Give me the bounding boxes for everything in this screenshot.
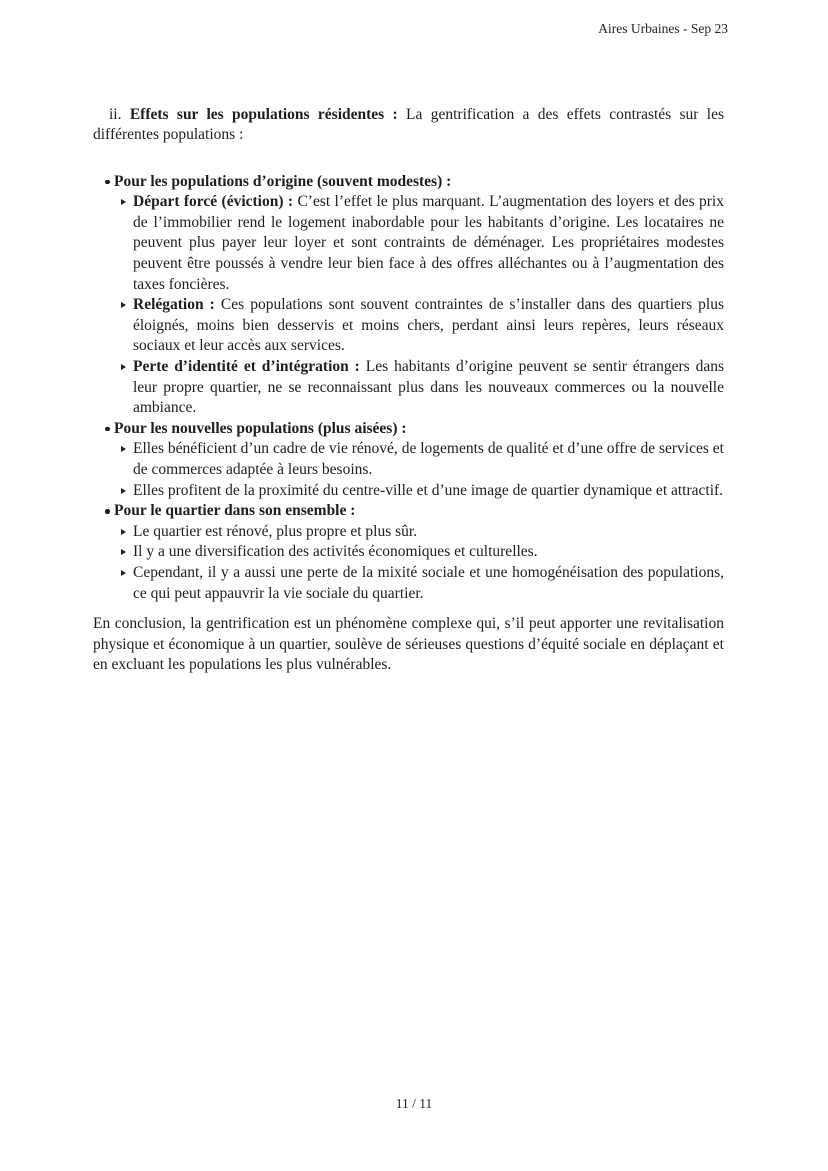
intro-text: La gentrification a des effets contrastés sur les différentes populations :: [93, 105, 725, 144]
list-item-level2: [93, 481, 724, 502]
list-item-level2: [93, 563, 724, 604]
list-item-level2: [93, 522, 724, 543]
intro-paragraph: [93, 105, 724, 146]
list-item-level2: [93, 357, 724, 419]
triangle-bullet-icon: [121, 549, 126, 555]
list-item-bold: Perte d’identité et d’intégration :: [133, 358, 360, 376]
page-content: [93, 89, 724, 691]
triangle-bullet-icon: [121, 529, 126, 535]
triangle-bullet-icon: [121, 446, 126, 452]
list-item-level2: [93, 295, 724, 357]
list-item-level1: [93, 172, 724, 193]
list-item-text: Il y a une diversification des activités économiques et culturelles.: [133, 543, 538, 561]
list-item-text: Elles bénéficient d’un cadre de vie rénové, de logements de qualité et d’une offre de services et de commerces adaptée à leurs besoins.: [133, 440, 724, 478]
list-item-text: Elles profitent de la proximité du centre-ville et d’une image de quartier dynamique et attractif.: [133, 481, 724, 499]
list-item-bold: Relégation :: [133, 296, 215, 314]
conclusion-paragraph: En conclusion, la gentrification est un phénomène complexe qui, s’il peut apporter une revitalisation physique et économique à un quartier, soulève de sérieuses questions d’équité sociale en déplaçant et en excluant les populations les plus vulnérables.: [93, 615, 724, 674]
list-item-text: Cependant, il y a aussi une perte de la mixité sociale et une homogénéisation des populations, ce qui peut appauvrir la vie sociale du quartier.: [133, 563, 724, 602]
list-numeral: ii.: [109, 105, 122, 123]
triangle-bullet-icon: [121, 570, 126, 576]
bullet-icon: [105, 427, 110, 432]
list-item-level1: [93, 419, 724, 440]
list-item-text: Ces populations sont souvent contraintes de s’installer dans des quartiers plus éloignés, moins bien desservis et moins chers, perdant ainsi leurs repères, leurs réseaux sociaux et leur accès aux services.: [133, 296, 725, 355]
bullet-icon: [105, 180, 110, 185]
triangle-bullet-icon: [121, 364, 126, 370]
list-item-level2: [93, 542, 724, 563]
list-item-text: Les habitants d’origine peuvent se sentir étrangers dans leur propre quartier, ne se reconnaissant plus dans les nouveaux commerces ou la nouvelle ambiance.: [133, 358, 724, 417]
list-item-title: Pour les nouvelles populations (plus aisées) :: [114, 419, 407, 437]
list-item-title: Pour les populations d’origine (souvent modestes) :: [114, 172, 452, 190]
bullet-icon: [105, 509, 110, 514]
list-item-text: C’est l’effet le plus marquant. L’augmentation des loyers et des prix de l’immobilier rend le logement inabordable pour les habitants d’origine. Les locataires ne peuvent plus payer leur loyer et sont contraints de déménager. Les propriétaires modestes peuvent être poussés à vendre leur bien face à des offres alléchantes ou à l’augmentation des taxes foncières.: [133, 193, 724, 293]
intro-bold: Effets sur les populations résidentes :: [129, 105, 398, 123]
running-header: Aires Urbaines - Sep 23: [598, 21, 728, 36]
page-number: 11 / 11: [395, 1096, 433, 1111]
triangle-bullet-icon: [121, 199, 126, 205]
list-item-level2: [93, 439, 724, 480]
list-item-bold: Départ forcé (éviction) :: [133, 193, 294, 211]
triangle-bullet-icon: [121, 488, 126, 494]
list-item-title: Pour le quartier dans son ensemble :: [114, 502, 356, 520]
triangle-bullet-icon: [121, 302, 126, 308]
list-item-level2: [93, 192, 724, 295]
bullet-list: [93, 172, 724, 604]
list-item-level1: [93, 501, 724, 522]
list-item-text: Le quartier est rénové, plus propre et plus sûr.: [133, 522, 418, 540]
